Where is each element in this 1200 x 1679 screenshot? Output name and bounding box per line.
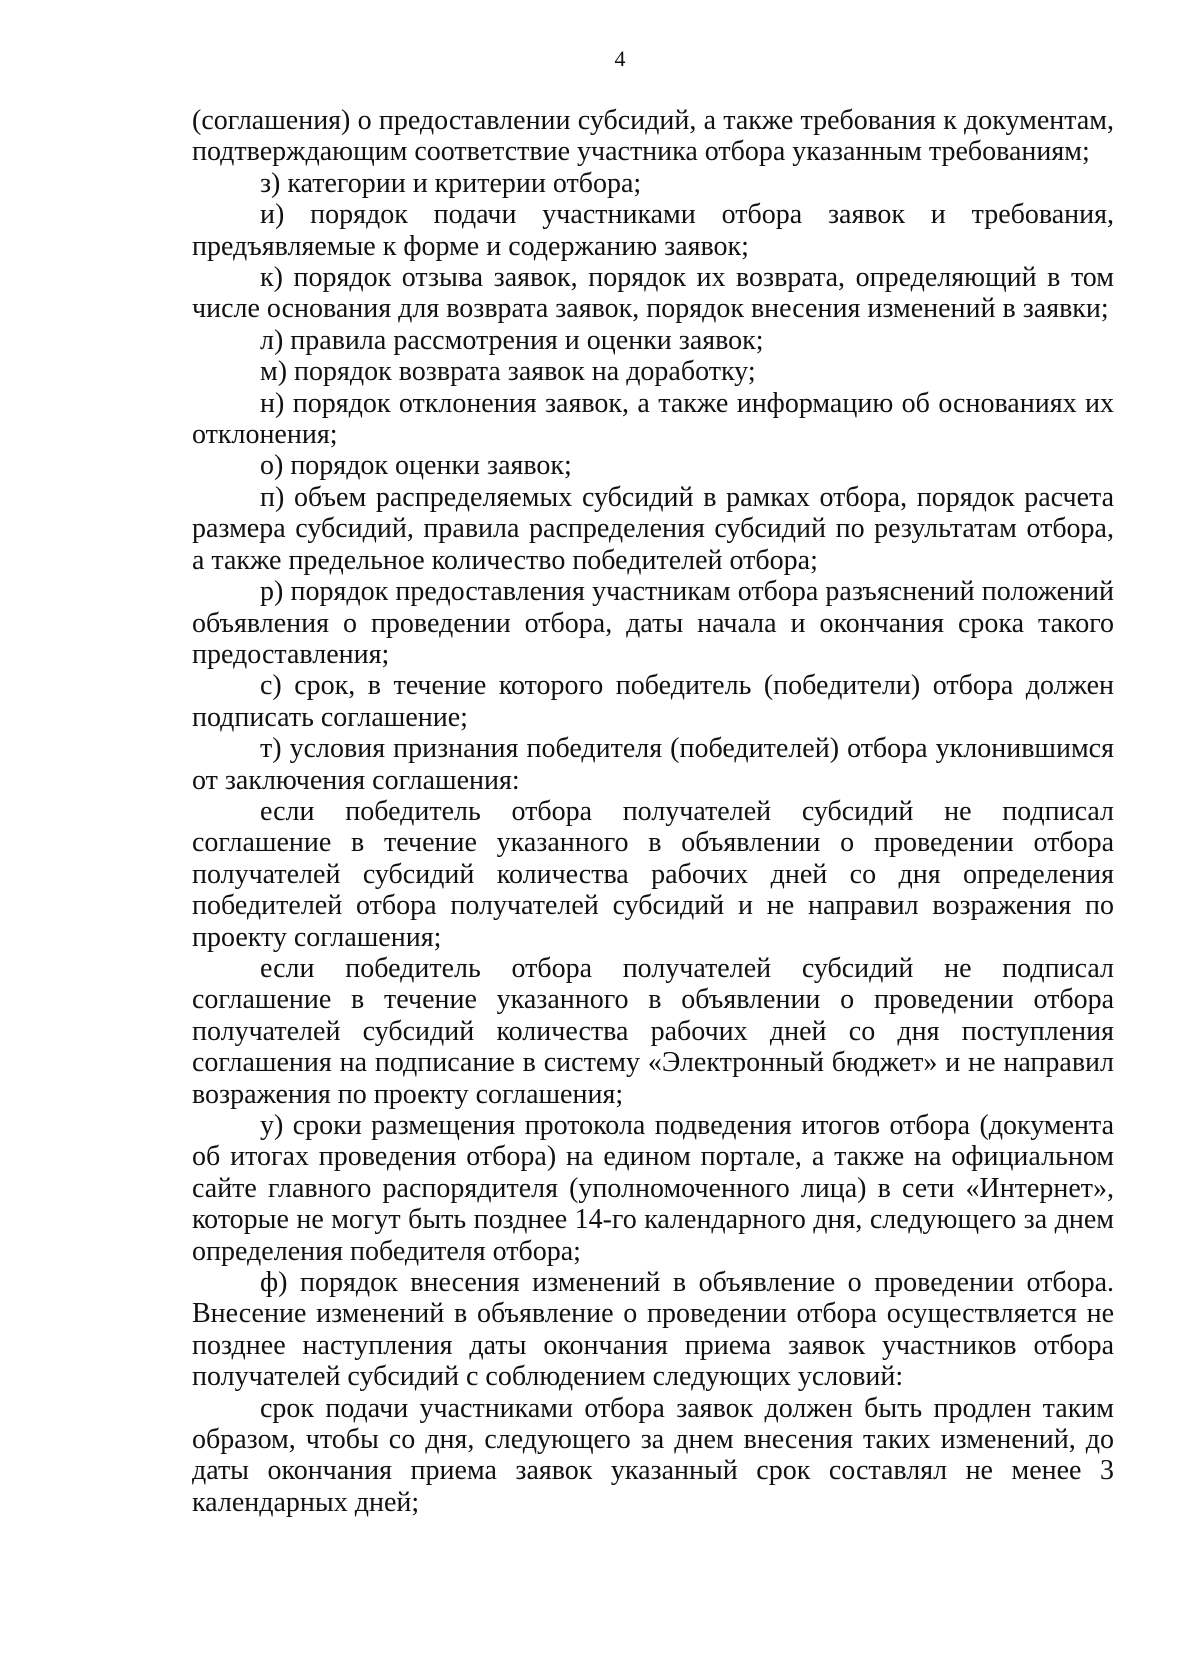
paragraph: срок подачи участниками отбора заявок должен быть продлен таким образом, чтобы со дня, следующего за днем внесения таких изменений, до даты окончания приема заявок указанный срок составлял не менее 3 календарных дней; [192,1392,1114,1518]
page-number: 4 [614,46,626,71]
paragraph: (соглашения) о предоставлении субсидий, а также требования к документам, подтверждающим соответствие участника отбора указанным требованиям; [192,105,1114,168]
paragraph: если победитель отбора получателей субсидий не подписал соглашение в течение указанного в объявлении о проведении отбора получателей субсидий количества рабочих дней со дня определения победителей отбора получателей субсидий и не направил возражения по проекту соглашения; [192,795,1114,953]
paragraph: з) категории и критерии отбора; [260,167,642,199]
paragraph: т) условия признания победителя (победителей) отбора уклонившимся от заключения соглашения: [192,733,1114,796]
paragraph: если победитель отбора получателей субсидий не подписал соглашение в течение указанного в объявлении о проведении отбора получателей субсидий количества рабочих дней со дня поступления соглашения на подписание в систему «Электронный бюджет» и не направил возражения по проекту соглашения; [192,952,1114,1110]
paragraph: ф) порядок внесения изменений в объявление о проведении отбора. Внесение изменений в объявление о проведении отбора осуществляется не позднее наступления даты окончания приема заявок участников отбора получателей субсидий с соблюдением следующих условий: [192,1267,1114,1393]
paragraph: п) объем распределяемых субсидий в рамках отбора, порядок расчета размера субсидий, правила распределения субсидий по результатам отбора, а также предельное количество победителей отбора; [192,481,1114,576]
paragraph: и) порядок подачи участниками отбора заявок и требования, предъявляемые к форме и содержанию заявок; [192,199,1114,262]
paragraph: с) срок, в течение которого победитель (победители) отбора должен подписать соглашение; [192,670,1114,733]
paragraph: н) порядок отклонения заявок, а также информацию об основаниях их отклонения; [192,387,1114,451]
paragraph: о) порядок оценки заявок; [260,450,572,482]
paragraph: р) порядок предоставления участникам отбора разъяснений положений объявления о проведении отбора, даты начала и окончания срока такого предоставления; [192,576,1114,670]
paragraph: у) сроки размещения протокола подведения итогов отбора (документа об итогах проведения отбора) на едином портале, а также на официальном сайте главного распорядителя (уполномоченного лица) в сети «Интернет», которые не могут быть позднее 14-го календарного дня, следующего за днем определения победителя отбора; [192,1110,1114,1267]
document-body [192,105,1114,1518]
paragraph: к) порядок отзыва заявок, порядок их возврата, определяющий в том числе основания для возврата заявок, порядок внесения изменений в заявки; [192,262,1114,325]
paragraph: м) порядок возврата заявок на доработку; [260,356,756,388]
paragraph: л) правила рассмотрения и оценки заявок; [260,324,764,356]
